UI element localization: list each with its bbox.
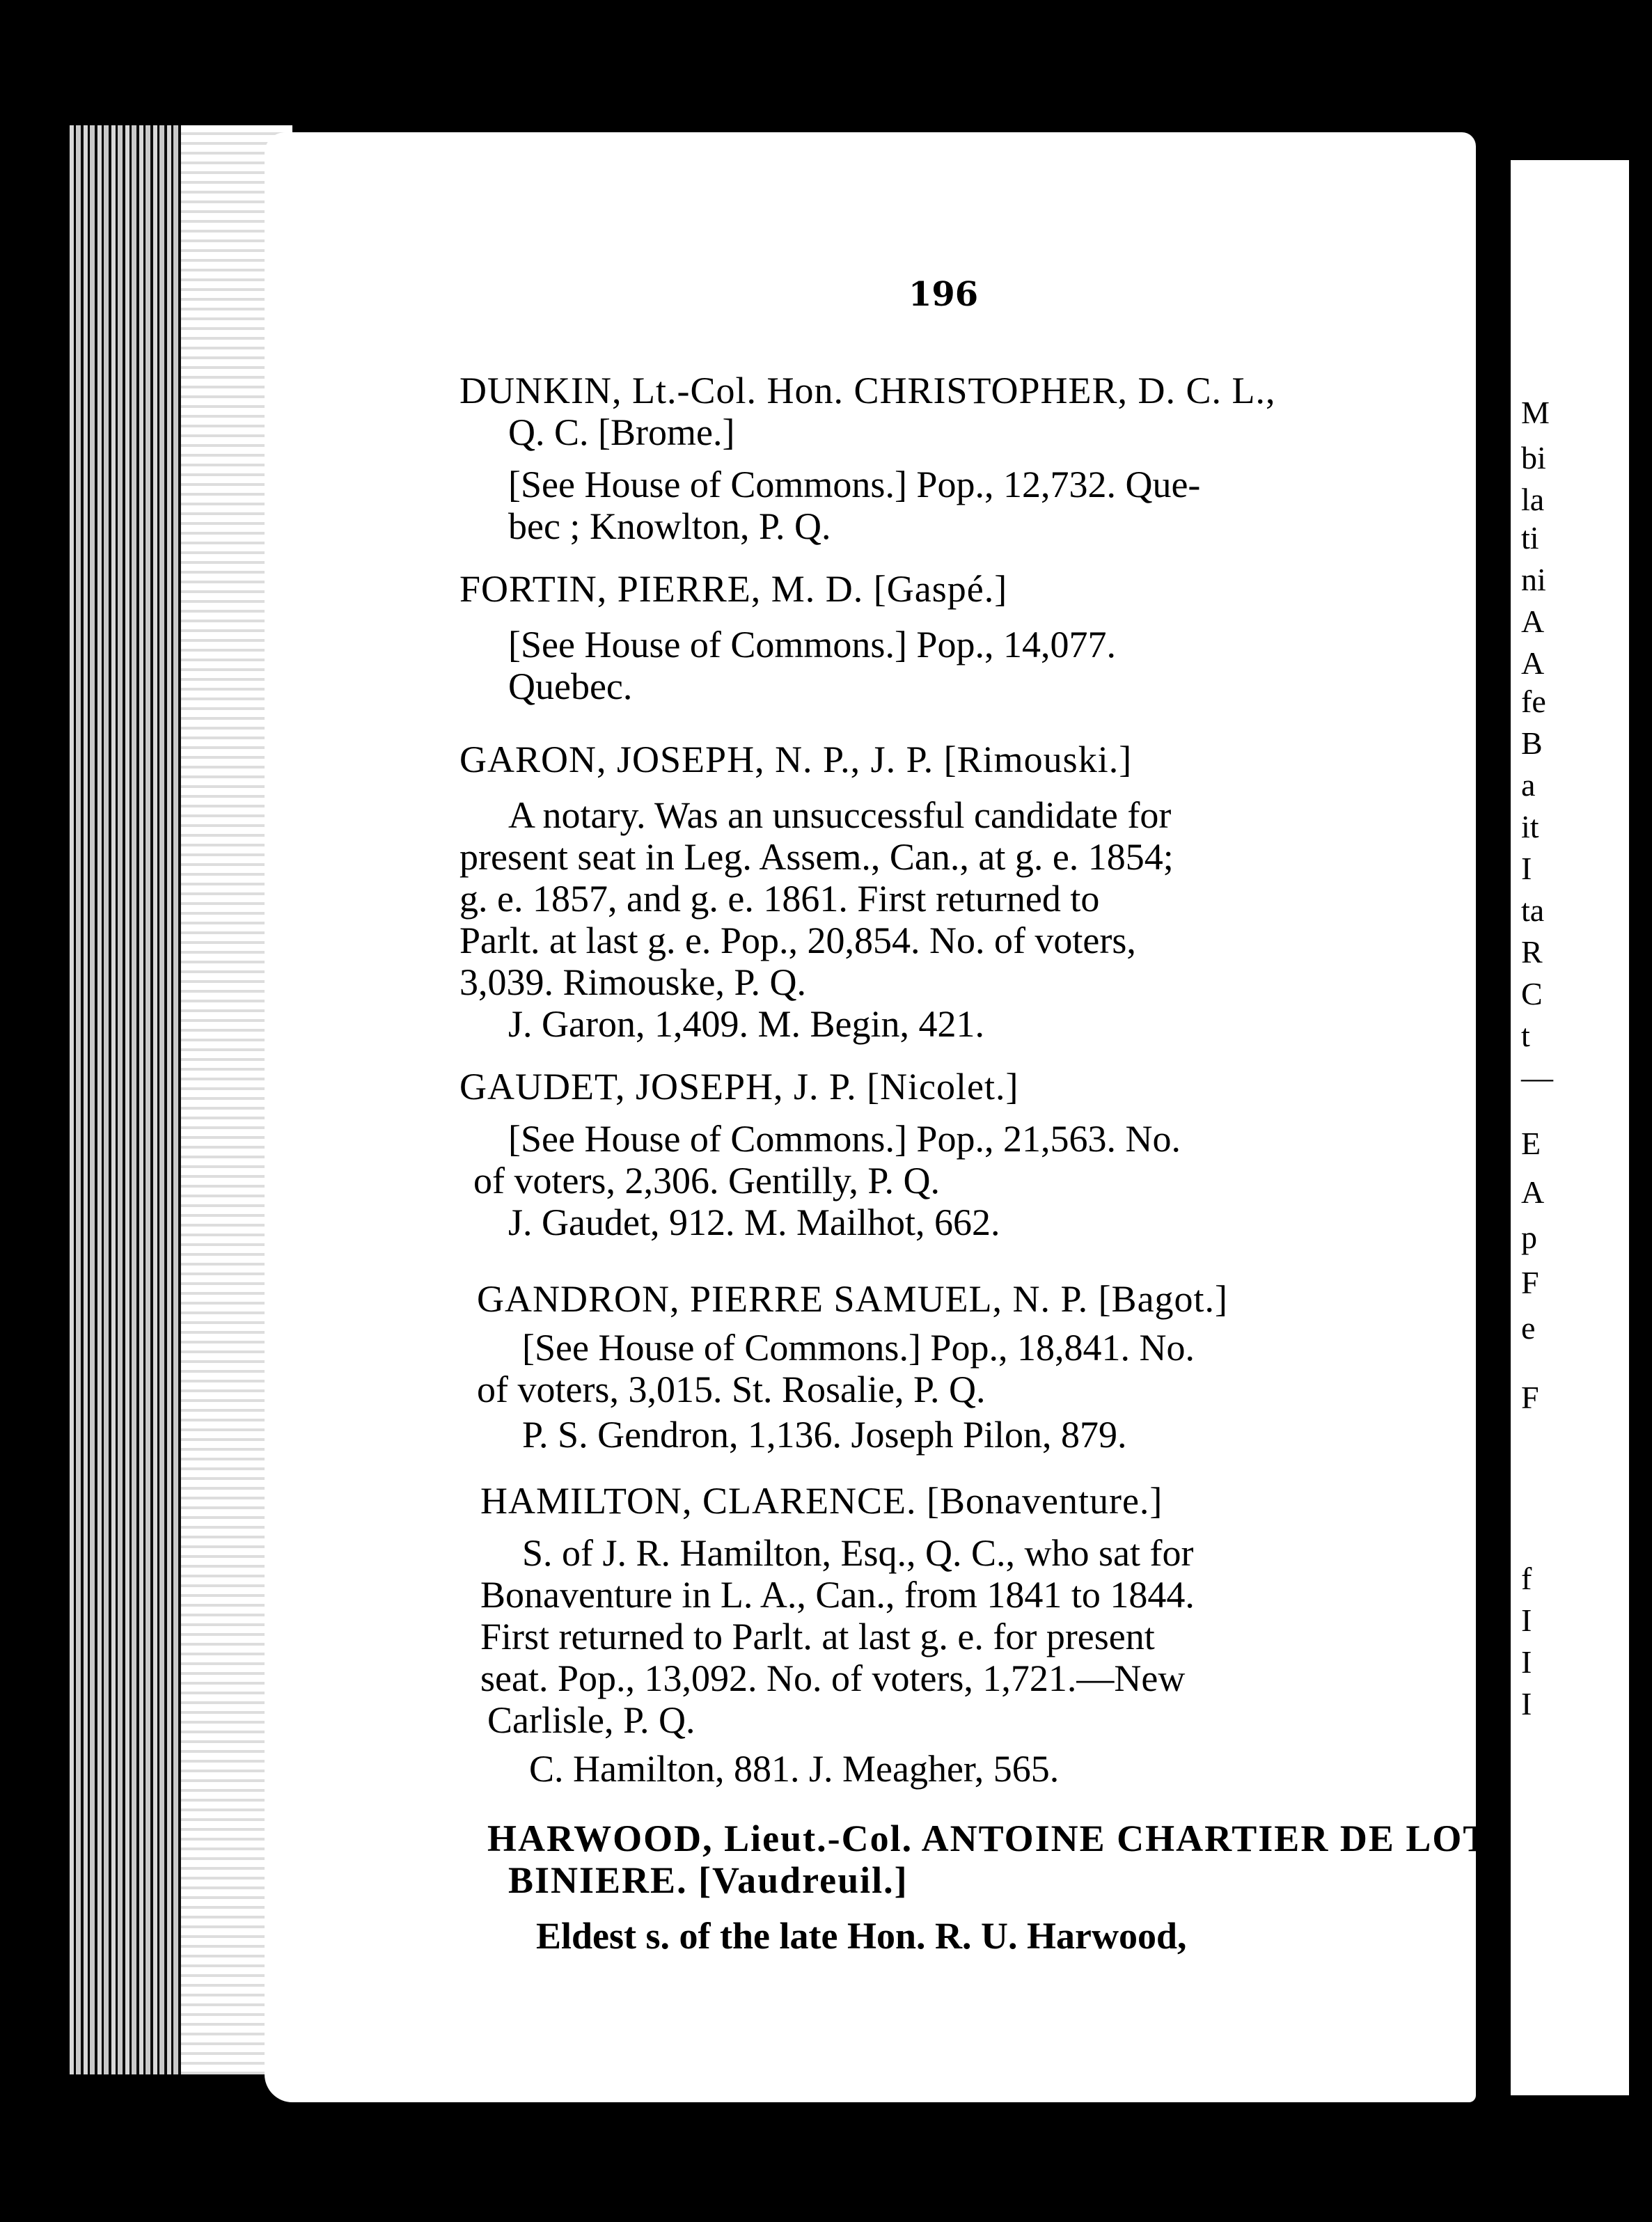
entry-line: Quebec. <box>508 665 633 707</box>
entry-line: Eldest s. of the late Hon. R. U. Harwood, <box>536 1915 1187 1957</box>
entry-line: Parlt. at last g. e. Pop., 20,854. No. of voters, <box>459 920 1136 961</box>
margin-fragment: I <box>1521 851 1532 886</box>
entry-heading: FORTIN, PIERRE, M. D. [Gaspé.] <box>459 568 1008 610</box>
margin-fragment: B <box>1521 725 1543 761</box>
entry-heading: GARON, JOSEPH, N. P., J. P. [Rimouski.] <box>459 739 1133 780</box>
margin-fragment: it <box>1521 809 1539 844</box>
margin-fragment: — <box>1521 1059 1553 1095</box>
entry-heading: GAUDET, JOSEPH, J. P. [Nicolet.] <box>459 1066 1019 1108</box>
entry-heading: HAMILTON, CLARENCE. [Bonaventure.] <box>480 1480 1163 1522</box>
margin-fragment: t <box>1521 1018 1530 1053</box>
entry-line: C. Hamilton, 881. J. Meagher, 565. <box>529 1748 1060 1790</box>
page-number: 196 <box>908 275 979 314</box>
margin-fragment: A <box>1521 604 1545 639</box>
entry-line: present seat in Leg. Assem., Can., at g. e. 1854; <box>459 836 1174 878</box>
margin-fragment: I <box>1521 1602 1532 1638</box>
margin-fragment: R <box>1521 934 1543 970</box>
entry-line: of voters, 2,306. Gentilly, P. Q. <box>473 1160 940 1201</box>
entry-heading: HARWOOD, Lieut.-Col. ANTOINE CHARTIER DE LOT- <box>487 1818 1500 1859</box>
entry-line: of voters, 3,015. St. Rosalie, P. Q. <box>477 1369 986 1410</box>
entry-line: BINIERE. [Vaudreuil.] <box>508 1859 908 1901</box>
margin-fragment: fe <box>1521 684 1546 719</box>
entry-line: Carlisle, P. Q. <box>487 1699 695 1741</box>
margin-fragment: I <box>1521 1644 1532 1680</box>
margin-fragment: ni <box>1521 562 1546 597</box>
entry-line: First returned to Parlt. at last g. e. for present <box>480 1616 1155 1657</box>
entry-line: Q. C. [Brome.] <box>508 411 735 453</box>
margin-fragment: E <box>1521 1126 1541 1161</box>
entry-line: J. Garon, 1,409. M. Begin, 421. <box>508 1003 984 1045</box>
margin-fragment: C <box>1521 976 1543 1011</box>
entry-line: [See House of Commons.] Pop., 18,841. No. <box>522 1327 1195 1369</box>
entry-line: [See House of Commons.] Pop., 14,077. <box>508 624 1116 665</box>
entry-line: [See House of Commons.] Pop., 12,732. Que- <box>508 464 1201 505</box>
margin-fragment: la <box>1521 482 1545 517</box>
entry-line: Bonaventure in L. A., Can., from 1841 to 1844. <box>480 1574 1195 1616</box>
entry-heading: DUNKIN, Lt.-Col. Hon. CHRISTOPHER, D. C. L., <box>459 370 1276 411</box>
entry-line: J. Gaudet, 912. M. Mailhot, 662. <box>508 1201 1000 1243</box>
margin-fragment: F <box>1521 1265 1539 1300</box>
entry-line: 3,039. Rimouske, P. Q. <box>459 961 807 1003</box>
entry-line: S. of J. R. Hamilton, Esq., Q. C., who sat for <box>522 1532 1194 1574</box>
margin-fragment: f <box>1521 1561 1532 1596</box>
margin-fragment: I <box>1521 1686 1532 1721</box>
margin-fragment: M <box>1521 395 1550 430</box>
entry-line: A notary. Was an unsuccessful candidate for <box>508 794 1172 836</box>
margin-fragment: A <box>1521 1174 1545 1210</box>
margin-fragment: bi <box>1521 440 1546 475</box>
margin-fragment: e <box>1521 1310 1536 1346</box>
margin-fragment: p <box>1521 1220 1537 1255</box>
margin-fragment: F <box>1521 1380 1539 1415</box>
entry-line: P. S. Gendron, 1,136. Joseph Pilon, 879. <box>522 1414 1127 1456</box>
entry-heading: GANDRON, PIERRE SAMUEL, N. P. [Bagot.] <box>477 1278 1229 1320</box>
margin-fragment: a <box>1521 767 1536 803</box>
margin-fragment: A <box>1521 645 1545 681</box>
entry-line: bec ; Knowlton, P. Q. <box>508 505 831 547</box>
margin-fragment: ta <box>1521 892 1545 928</box>
entry-line: seat. Pop., 13,092. No. of voters, 1,721.—New <box>480 1657 1186 1699</box>
margin-fragment: ti <box>1521 520 1539 556</box>
entry-line: [See House of Commons.] Pop., 21,563. No. <box>508 1118 1181 1160</box>
entry-line: g. e. 1857, and g. e. 1861. First returned to <box>459 878 1100 920</box>
